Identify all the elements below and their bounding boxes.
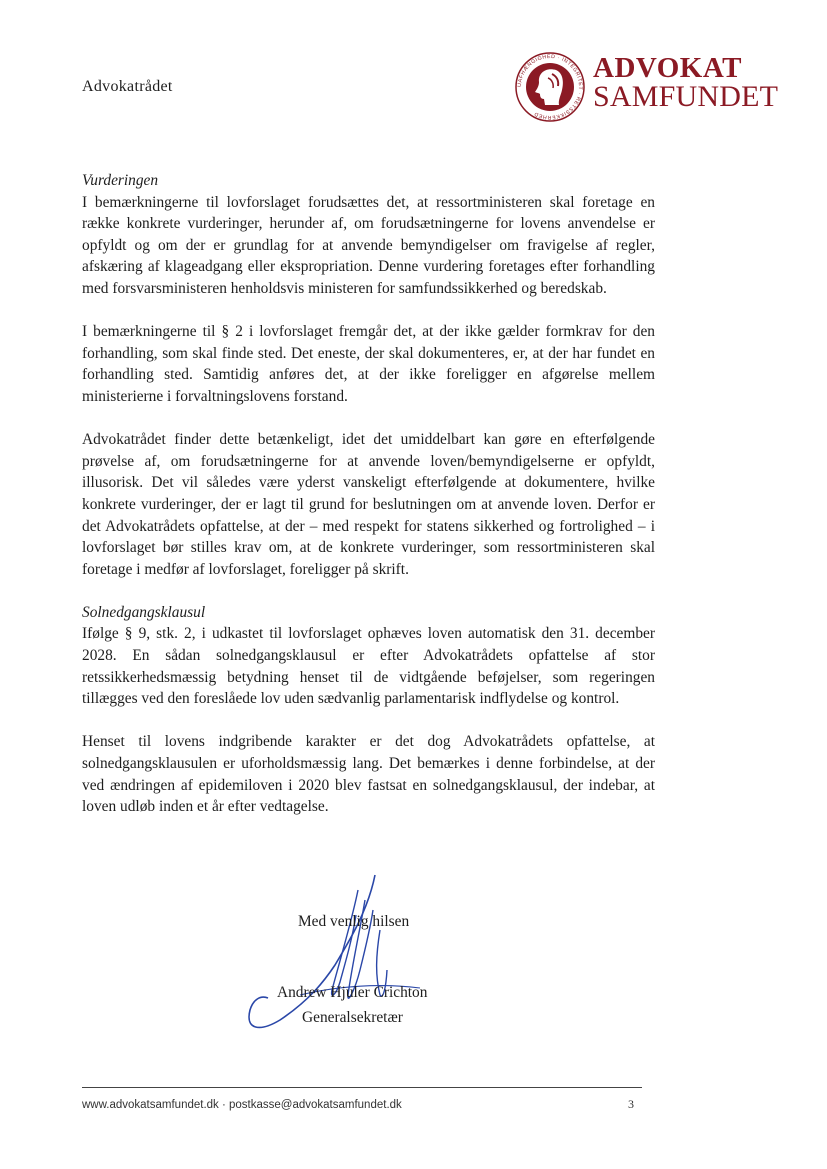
page-number: 3	[628, 1097, 634, 1111]
section-heading: Solnedgangsklausul	[82, 603, 206, 621]
section-vurderingen	[82, 170, 655, 580]
letter-body	[82, 170, 655, 818]
seal-text: UAFHÆNGIGHED · INTEGRITET · RETSSIKKERHED	[516, 53, 584, 121]
closing-salutation: Med venlig hilsen	[298, 913, 410, 930]
paragraph: Advokatrådet finder dette betænkeligt, idet det umiddelbart kan gøre en efterfølgende prøvelse af, om forudsætningerne for at anvende loven/bemyndigelserne er opfyldt, illusorisk. Det vil således være yderst vanskeligt efterfølgende at dokumentere, hvilke konkrete vurderinger, der er lagt til grund for beslutningen om at anvende loven. Derfor er det Advokatrådets opfattelse, at der – med respekt for statens sikkerhed og fortrolighed – i lovforslaget bør stilles krav om, at de konkrete vurderinger, som ressortministeren skal foretage i medfør af lovforslaget, foreligger på skrift.	[82, 431, 655, 578]
paragraph: I bemærkningerne til lovforslaget forudsættes det, at ressortministeren skal foretage en række konkrete vurderinger, herunder af, om forudsætningerne for lovens anvendelse er opfyldt og om der er grundlag for at anvende bemyndigelser om fravigelse af regler, afskæring af klageadgang eller ekspropriation. Denne vurdering foretages efter forhandling med forsvarsministeren henholdsvis ministeren for samfundssikkerhed og beredskab.	[82, 193, 655, 297]
footer-contact: www.advokatsamfundet.dk · postkasse@advokatsamfundet.dk	[82, 1099, 402, 1111]
signer-title: Generalsekretær	[302, 1009, 403, 1026]
paragraph: Henset til lovens indgribende karakter er det dog Advokatrådets opfattelse, at solnedgangsklausulen er uforholdsmæssig lang. Det bemærkes i denne forbindelse, at der ved ændringen af epidemiloven i 2020 blev fastsat en solnedgangsklausul, der indebar, at loven udløb inden et år efter vedtagelse.	[82, 733, 655, 816]
section-heading: Vurderingen	[82, 172, 159, 189]
paragraph: Ifølge § 9, stk. 2, i udkastet til lovforslaget ophæves loven automatisk den 31. december 2028. En sådan solnedgangsklausul er efter Advokatrådets opfattelse af stor retssikkerhedsmæssig betydning henset til de vidtgående beføjelser, som regeringen tillægges ved den foreslåede lov uden sædvanlig parlamentarisk indflydelse og kontrol.	[82, 625, 655, 708]
paragraph: I bemærkningerne til § 2 i lovforslaget fremgår det, at der ikke gælder formkrav for den forhandling, som skal finde sted. Det eneste, der skal dokumenteres, er, at der har fundet en forhandling sted. Samtidig anføres det, at der ikke foreligger en afgørelse mellem ministerierne i forvaltningslovens forstand.	[82, 323, 655, 405]
footer-divider	[82, 1087, 642, 1088]
seal-icon	[510, 52, 590, 122]
signer-name: Andrew Hjuler Crichton	[277, 984, 428, 1001]
org-name: Advokatrådet	[82, 78, 173, 95]
logo-line-advokat: ADVOKAT	[593, 52, 742, 84]
advokatsamfundet-logo	[510, 52, 800, 122]
logo-line-samfundet: SAMFUNDET	[593, 80, 779, 113]
section-solnedgangsklausul	[82, 602, 655, 818]
